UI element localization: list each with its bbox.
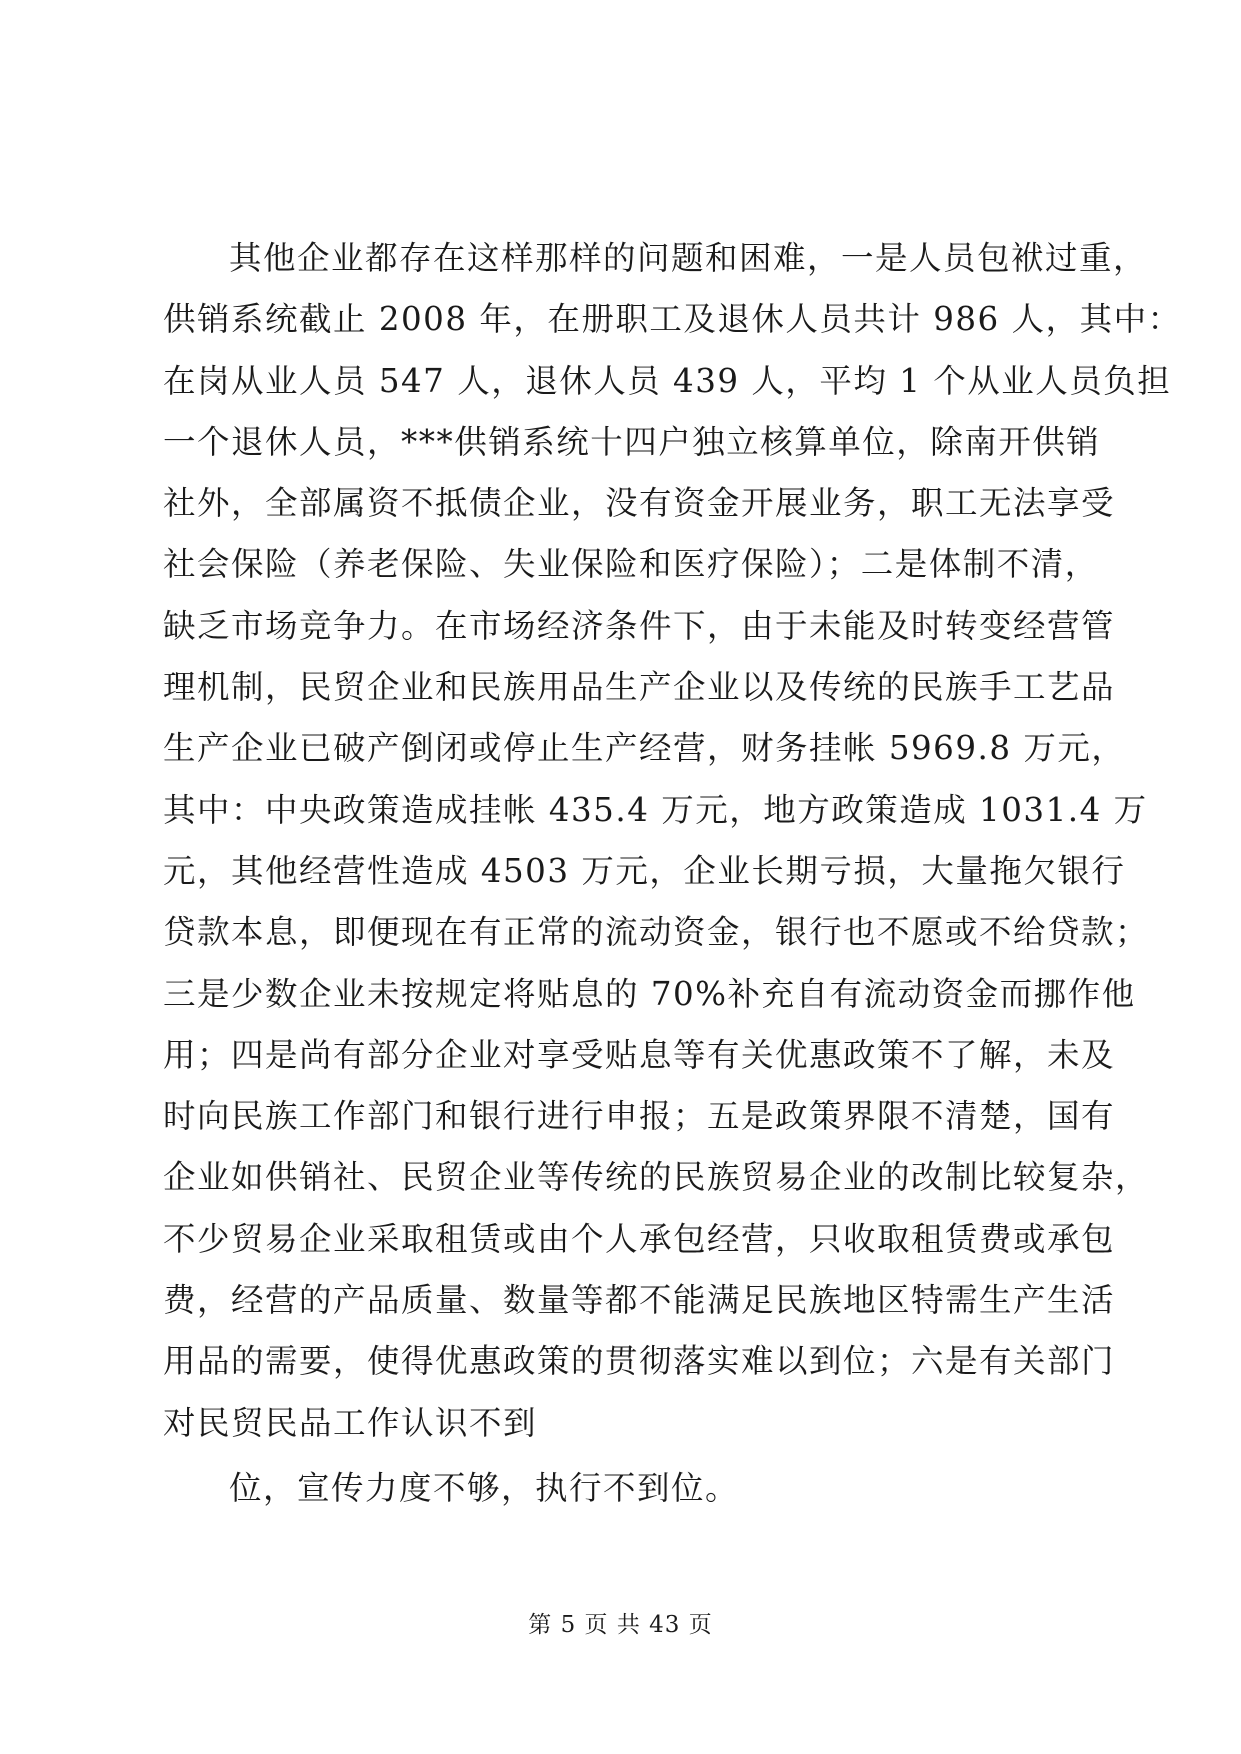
page-number-label: 第 5 页 共 43 页 [528,1612,713,1638]
text-line: 其中：中央政策造成挂帐 435.4 万元，地方政策造成 1031.4 万 [163,790,1148,829]
text-line: 社外，全部属资不抵债企业，没有资金开展业务，职工无法享受 [163,484,1116,523]
body-text [163,228,1182,1519]
text-line: 在岗从业人员 547 人，退休人员 439 人，平均 1 个从业人员负担 [163,361,1172,400]
text-line: 位，宣传力度不够，执行不到位。 [229,1468,740,1507]
paragraph-1 [163,228,1182,1454]
text-line: 贷款本息，即便现在有正常的流动资金，银行也不愿或不给贷款； [163,913,1150,952]
paragraph-2 [163,1458,1123,1519]
text-line: 对民贸民品工作认识不到 [163,1403,538,1442]
text-line: 时向民族工作部门和银行进行申报；五是政策界限不清楚，国有 [163,1097,1116,1136]
text-line: 元，其他经营性造成 4503 万元，企业长期亏损，大量拖欠银行 [163,851,1126,890]
text-line: 缺乏市场竞争力。在市场经济条件下，由于未能及时转变经营管 [163,606,1116,645]
text-line: 费，经营的产品质量、数量等都不能满足民族地区特需生产生活 [163,1281,1116,1320]
text-line: 理机制，民贸企业和民族用品生产企业以及传统的民族手工艺品 [163,668,1116,707]
text-line: 生产企业已破产倒闭或停止生产经营，财务挂帐 5969.8 万元， [163,729,1126,768]
text-line: 企业如供销社、民贸企业等传统的民族贸易企业的改制比较复杂， [163,1158,1150,1197]
text-line: 其他企业都存在这样那样的问题和困难，一是人员包袱过重， [229,239,1148,277]
text-line: 社会保险（养老保险、失业保险和医疗保险）；二是体制不清， [163,545,1099,584]
text-line: 不少贸易企业采取租赁或由个人承包经营，只收取租赁费或承包 [163,1219,1116,1258]
text-line: 用；四是尚有部分企业对享受贴息等有关优惠政策不了解，未及 [163,1035,1116,1074]
page-footer [0,1610,1241,1640]
text-line: 三是少数企业未按规定将贴息的 70%补充自有流动资金而挪作他 [163,974,1136,1013]
text-line: 供销系统截止 2008 年，在册职工及退休人员共计 986 人，其中： [163,300,1182,339]
text-line: 用品的需要，使得优惠政策的贯彻落实难以到位；六是有关部门 [163,1342,1116,1381]
text-line: 一个退休人员，***供销系统十四户独立核算单位，除南开供销 [163,422,1101,461]
